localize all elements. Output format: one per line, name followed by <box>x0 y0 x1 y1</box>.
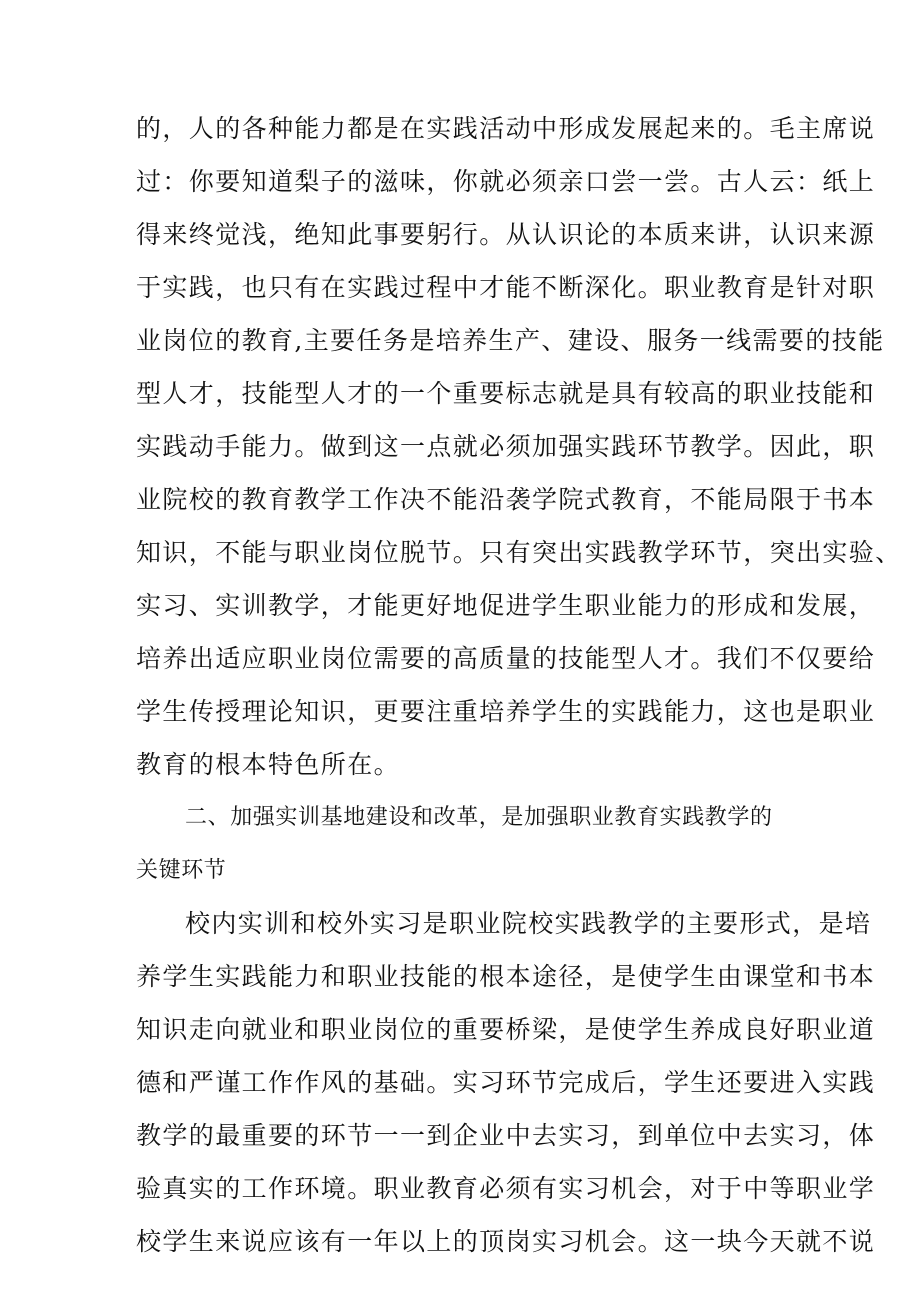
text-line: 型人才，技能型人才的一个重要标志就是具有较高的职业技能和 <box>136 379 876 408</box>
text-line: 知识，不能与职业岗位脱节。只有突出实践教学环节，突出实验、 <box>136 538 902 567</box>
text-line: 校内实训和校外实习是职业院校实践教学的主要形式，是培 <box>185 909 872 938</box>
text-line: 业院校的教育教学工作决不能沿袭学院式教育，不能局限于书本 <box>136 485 876 514</box>
text-line: 得来终觉浅，绝知此事要躬行。从认识论的本质来讲，认识来源 <box>136 220 876 249</box>
text-line: 过：你要知道梨子的滋味，你就必须亲口尝一尝。古人云：纸上 <box>136 167 876 196</box>
text-line: 养学生实践能力和职业技能的根本途径，是使学生由课堂和书本 <box>136 962 876 991</box>
text-line: 业岗位的教育,主要任务是培养生产、建设、服务一线需要的技能 <box>136 326 885 355</box>
text-line: 验真实的工作环境。职业教育必须有实习机会，对于中等职业学 <box>136 1174 876 1203</box>
text-line: 教育的根本特色所在。 <box>136 750 401 779</box>
text-line: 实践动手能力。做到这一点就必须加强实践环节教学。因此，职 <box>136 432 876 461</box>
heading-line: 二、加强实训基地建设和改革，是加强职业教育实践教学的 <box>185 805 773 830</box>
text-line: 于实践，也只有在实践过程中才能不断深化。职业教育是针对职 <box>136 273 876 302</box>
text-line: 实习、实训教学，才能更好地促进学生职业能力的形成和发展， <box>136 591 876 620</box>
text-line: 教学的最重要的环节一一到企业中去实习，到单位中去实习，体 <box>136 1121 876 1150</box>
text-line: 培养出适应职业岗位需要的高质量的技能型人才。我们不仅要给 <box>136 644 876 673</box>
text-line: 知识走向就业和职业岗位的重要桥梁，是使学生养成良好职业道 <box>136 1015 876 1044</box>
text-line: 学生传授理论知识，更要注重培养学生的实践能力，这也是职业 <box>136 697 876 726</box>
heading-line: 关键环节 <box>136 858 227 883</box>
text-line: 德和严谨工作作风的基础。实习环节完成后，学生还要进入实践 <box>136 1068 876 1097</box>
text-line: 的，人的各种能力都是在实践活动中形成发展起来的。毛主席说 <box>136 114 876 143</box>
text-line: 校学生来说应该有一年以上的顶岗实习机会。这一块今天就不说 <box>136 1227 876 1256</box>
